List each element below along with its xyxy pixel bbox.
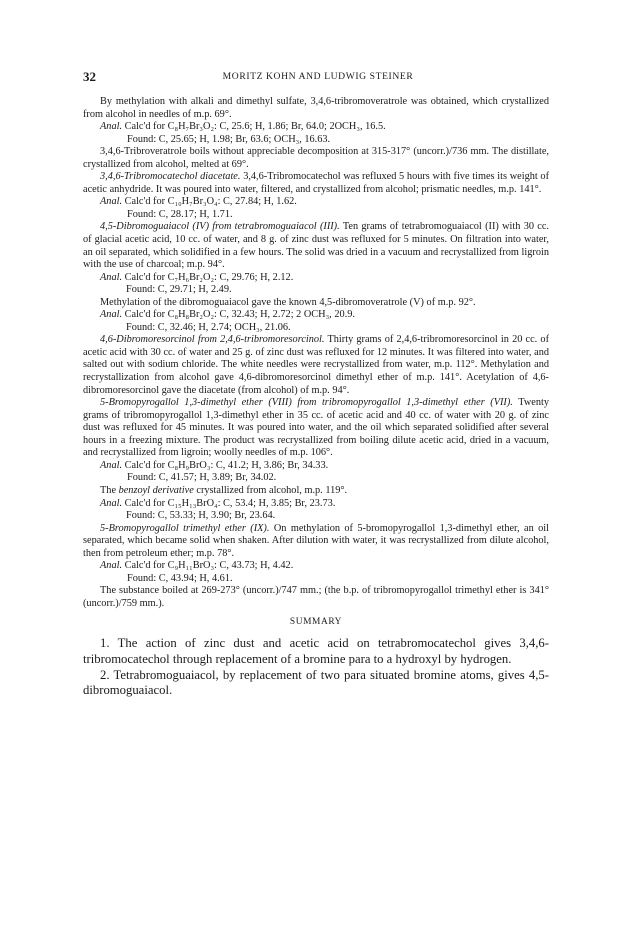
anal-label: Anal. bbox=[100, 560, 123, 572]
section-title: 5-Bromopyrogallol 1,3-dimethyl ether (VIII) from tribromopyrogallol 1,3-dimethyl ether (VII). bbox=[100, 397, 513, 409]
paragraph bbox=[83, 485, 549, 498]
anal-label: Anal. bbox=[100, 121, 123, 133]
found-line: Found: C, 32.46; H, 2.74; OCH₃, 21.06. bbox=[126, 321, 291, 333]
paragraph bbox=[83, 523, 549, 561]
paragraph-text: Twenty grams of tribromopyrogallol 1,3-dimethyl ether in 35 cc. of acetic acid and 40 cc. of water with 20 g. of zinc dust was refluxed for 45 minutes. It was poured into water, and the oil which separated solidified after several hours in a freezing mixture. The product was recrystallized from boiling dilute acetic acid, dried in a vacuum, and recrystallized from ligroin; woolly needles of m.p. 106°. bbox=[83, 397, 549, 459]
anal-label: Anal. bbox=[100, 309, 123, 321]
page-header bbox=[83, 69, 553, 83]
summary-item: 2. Tetrabromoguaiacol, by replacement of two para situated bromine atoms, gives 4,5-dibromoguaiacol. bbox=[83, 667, 549, 698]
anal-label: Anal. bbox=[100, 459, 123, 471]
analysis-line bbox=[83, 196, 549, 209]
section-title: 3,4,6-Tribromocatechol diacetate. bbox=[100, 171, 241, 183]
section-title: 4,5-Dibromoguaiacol (IV) from tetrabromoguaiacol (III). bbox=[100, 221, 340, 233]
analysis-text: Calc'd for C₇H₆Br₂O₂: C, 29.76; H, 2.12. bbox=[124, 271, 294, 283]
section-title: benzoyl derivative bbox=[118, 484, 194, 496]
analysis-text: Calc'd for C₈H₉BrO₃: C, 41.2; H, 3.86; Br, 34.33. bbox=[124, 459, 329, 471]
anal-label: Anal. bbox=[100, 196, 123, 208]
section-title: 4,6-Dibromoresorcinol from 2,4,6-tribromoresorcinol. bbox=[100, 334, 325, 346]
analysis-text: Calc'd for C₁₀H₇Br₃O₄: C, 27.84; H, 1.62. bbox=[124, 196, 297, 208]
paragraph: By methylation with alkali and dimethyl sulfate, 3,4,6-tribromoveratrole was obtained, which crystallized from alcohol in needles of m.p. 69°. bbox=[83, 96, 549, 120]
found-line: Found: C, 41.57; H, 3.89; Br, 34.02. bbox=[127, 472, 277, 484]
paragraph: Methylation of the dibromoguaiacol gave the known 4,5-dibromoveratrole (V) of m.p. 92°. bbox=[100, 296, 476, 308]
analysis-line bbox=[83, 121, 549, 134]
paragraph-text: crystallized from alcohol, m.p. 119°. bbox=[196, 484, 348, 496]
paragraph bbox=[83, 171, 549, 196]
anal-label: Anal. bbox=[100, 497, 123, 509]
paragraph-text: 3,4,6-Tribromocatechol was refluxed 5 hours with five times its weight of acetic anhydride. It was poured into water, filtered, and crystallized from alcohol; prismatic needles, m.p. 141°. bbox=[83, 171, 550, 195]
paragraph-text: On methylation of 5-bromopyrogallol 1,3-dimethyl ether, an oil separated, which became solid when shaken. After dilution with water, it was recrystallized from dilute alcohol, then from petroleum ether; m.p. 78°. bbox=[83, 522, 550, 559]
paragraph-text: Ten grams of tetrabromoguaiacol (II) with 30 cc. of glacial acetic acid, 10 cc. of water, and 8 g. of zinc dust was refluxed for 5 minutes. On filtration into water, an oil separated, which solidified in a few hours. The solid was dried in a vacuum and recrystallized from ligroin with the use of charcoal; m.p. 94°. bbox=[83, 221, 550, 271]
paragraph bbox=[83, 397, 549, 460]
summary-item: 1. The action of zinc dust and acetic acid on tetrabromocatechol gives 3,4,6-tribromocatechol through replacement of a bromine para to a hydroxyl by hydrogen. bbox=[83, 636, 549, 667]
paragraph bbox=[83, 221, 549, 271]
analysis-line bbox=[83, 560, 549, 573]
found-line: Found: C, 25.65; H, 1.98; Br, 63.6; OCH₃, 16.63. bbox=[127, 133, 331, 145]
analysis-line bbox=[83, 498, 549, 511]
analysis-text: Calc'd for C₈H₇Br₃O₂: C, 25.6; H, 1.86; Br, 64.0; 2OCH₃, 16.5. bbox=[124, 121, 386, 133]
paragraph: The substance boiled at 269-273° (uncorr.)/747 mm.; (the b.p. of tribromopyrogallol trimethyl ether is 341° (uncorr.)/759 mm.). bbox=[83, 585, 549, 609]
paragraph-text: Thirty grams of 2,4,6-tribromoresorcinol in 20 cc. of acetic acid with 30 cc. of water and 25 g. of zinc dust was refluxed for 12 minutes. It was filtered into water, and salted out with sodium chloride. The white needles were recrystallized from water, m.p. 112°. Methylation and recrystallization from alcohol gave 4,6-dibromoresorcinol dimethyl ether of m.p. 141°. Acetylation of 4,6-dibromoresorcinol gave the diacetate (from alcohol) of m.p. 94°. bbox=[83, 334, 549, 396]
analysis-line bbox=[83, 309, 549, 322]
section-title: 5-Bromopyrogallol trimethyl ether (IX). bbox=[100, 522, 270, 534]
found-line: Found: C, 43.94; H, 4.61. bbox=[127, 572, 233, 584]
analysis-text: Calc'd for C₈H₈Br₂O₂: C, 32.43; H, 2.72; 2 OCH₃, 20.9. bbox=[124, 309, 355, 321]
found-line: Found: C, 29.71; H, 2.49. bbox=[126, 284, 232, 296]
found-line: Found: C, 53.33; H, 3.90; Br, 23.64. bbox=[126, 510, 276, 522]
analysis-text: Calc'd for C₁₅H₁₃BrO₄: C, 53.4; H, 3.85; Br, 23.73. bbox=[124, 497, 336, 509]
paragraph: 3,4,6-Tribroveratrole boils without appreciable decomposition at 315-317° (uncorr.)/736 mm. The distillate, crystallized from alcohol, melted at 69°. bbox=[83, 146, 549, 170]
paragraph bbox=[83, 334, 549, 397]
analysis-text: Calc'd for C₉H₁₁BrO₃: C, 43.73; H, 4.42. bbox=[124, 560, 294, 572]
anal-label: Anal. bbox=[100, 271, 123, 283]
paper-body bbox=[83, 96, 549, 699]
summary-heading: SUMMARY bbox=[289, 617, 343, 628]
page-number: 32 bbox=[83, 69, 96, 84]
running-head: MORITZ KOHN AND LUDWIG STEINER bbox=[222, 71, 414, 82]
found-line: Found: C, 28.17; H, 1.71. bbox=[127, 208, 233, 220]
analysis-line bbox=[83, 460, 549, 473]
paragraph-text: The bbox=[100, 484, 117, 496]
analysis-line bbox=[83, 272, 549, 285]
